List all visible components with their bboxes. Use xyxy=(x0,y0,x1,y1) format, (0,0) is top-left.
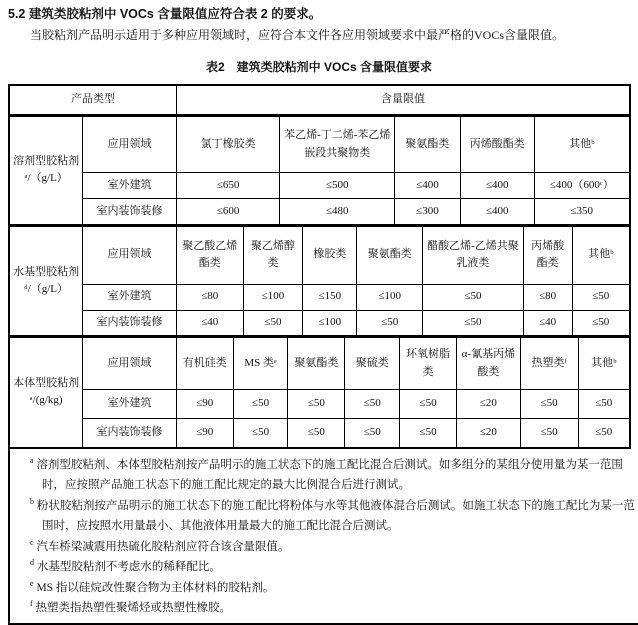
section-table xyxy=(8,226,631,338)
section-header-row xyxy=(9,338,630,390)
footnote: $^f$ 热塑类指热塑性聚烯烃或热塑性橡胶。 xyxy=(30,599,232,614)
value-cell: ≤480 xyxy=(280,199,395,225)
value-cell: ≤100 xyxy=(303,310,357,336)
column-header: 热塑类ᶠ xyxy=(520,338,578,390)
section-table xyxy=(8,116,631,226)
section-name-cell: 溶剂型胶粘剂ᵃ/（g/L） xyxy=(9,117,83,225)
value-cell: ≤50 xyxy=(572,284,630,310)
table-row xyxy=(9,310,630,336)
value-cell: ≤50 xyxy=(578,419,630,448)
footnote: $^a$ 溶剂型胶粘剂、本体型胶粘剂按产品明示的施工状态下的施工配比混合后测试。如多组分的某组分使用量为某一范围时，应按照产品施工状态下的施工配比规定的最大比例混合后进行测试。 xyxy=(30,455,623,491)
column-header: 聚乙烯醇类 xyxy=(243,226,303,284)
application-field-label: 应用领域 xyxy=(83,338,177,390)
column-header: 聚氨酯类 xyxy=(288,338,345,390)
footnote: $^e$ MS 指以硅烷改性聚合物为主体材料的胶粘剂。 xyxy=(30,578,275,594)
column-header: 苯乙烯-丁二烯-苯乙烯嵌段共聚物类 xyxy=(280,117,395,173)
footnote: $^d$ 水基型胶粘剂不考虑水的稀释配比。 xyxy=(30,558,221,573)
value-cell: ≤50 xyxy=(233,390,288,419)
row-label: 室内装饰装修 xyxy=(83,310,177,336)
value-cell: ≤400（600ᶜ） xyxy=(534,173,630,199)
column-header: 醋酸乙烯-乙烯共聚乳液类 xyxy=(423,226,524,284)
value-cell: ≤50 xyxy=(288,419,345,448)
value-cell: ≤50 xyxy=(400,419,457,448)
footnote: $^b$ 粉状胶粘剂按产品明示的施工状态下的施工配比将粉体与水等其他液体混合后测试。如施工状态下的施工配比为某一范围时，应按照水用量最小、其他液体用量最大的施工配比混合后测试。 xyxy=(30,496,635,532)
table-row xyxy=(9,419,630,448)
table-title: 表2 建筑类胶粘剂中 VOCs 含量限值要求 xyxy=(205,60,433,74)
value-cell: ≤20 xyxy=(456,390,520,419)
column-header: 丙烯酸酯类 xyxy=(460,117,534,173)
column-header: 环氧树脂类 xyxy=(400,338,457,390)
section-name-cell: 本体型胶粘剂ᵃ/(g/kg) xyxy=(9,338,83,448)
column-header: MS 类ᵉ xyxy=(233,338,288,390)
value-cell: ≤350 xyxy=(534,199,630,225)
table-row xyxy=(9,173,630,199)
value-cell: ≤300 xyxy=(395,199,461,225)
value-cell: ≤400 xyxy=(395,173,461,199)
column-header: 聚硫类 xyxy=(345,338,400,390)
table-row xyxy=(9,284,630,310)
table-sections xyxy=(8,116,631,449)
value-cell: ≤50 xyxy=(400,390,457,419)
value-cell: ≤100 xyxy=(243,284,303,310)
value-cell: ≤50 xyxy=(423,284,524,310)
footnote: $^c$ 汽车桥梁减震用热硫化胶粘剂应符合该含量限值。 xyxy=(30,537,290,553)
column-header: α-氰基丙烯酸类 xyxy=(456,338,520,390)
column-header: 有机硅类 xyxy=(176,338,233,390)
value-cell: ≤40 xyxy=(176,310,243,336)
clause-heading: 5.2 建筑类胶粘剂中 VOCs 含量限值应符合表 2 的要求。 xyxy=(8,7,322,21)
section-header-row xyxy=(9,117,630,173)
value-cell: ≤50 xyxy=(572,310,630,336)
column-header: 聚氨酯类 xyxy=(357,226,423,284)
value-cell: ≤50 xyxy=(288,390,345,419)
value-cell: ≤50 xyxy=(357,310,423,336)
column-header: 聚乙酸乙烯酯类 xyxy=(176,226,243,284)
column-header: 其他ᵇ xyxy=(534,117,630,173)
value-cell: ≤100 xyxy=(357,284,423,310)
section-header-row xyxy=(9,226,630,284)
footnote-marker: c xyxy=(30,537,34,547)
footnote-marker: d xyxy=(30,558,34,568)
column-header: 其他ᵇ xyxy=(572,226,630,284)
voc-limits-table xyxy=(8,84,635,625)
value-cell: ≤600 xyxy=(176,199,280,225)
value-cell: ≤150 xyxy=(303,284,357,310)
row-label: 室外建筑 xyxy=(83,390,177,419)
value-cell: ≤50 xyxy=(520,419,578,448)
value-cell: ≤50 xyxy=(423,310,524,336)
value-cell: ≤40 xyxy=(523,310,572,336)
footnote-marker: f xyxy=(30,599,33,609)
application-field-label: 应用领域 xyxy=(83,117,177,173)
column-header: 橡胶类 xyxy=(303,226,357,284)
footnote-marker: e xyxy=(30,578,34,588)
row-label: 室内装饰装修 xyxy=(83,419,177,448)
row-label: 室外建筑 xyxy=(83,284,177,310)
value-cell: ≤80 xyxy=(523,284,572,310)
value-cell: ≤50 xyxy=(233,419,288,448)
value-cell: ≤650 xyxy=(176,173,280,199)
column-header: 氯丁橡胶类 xyxy=(176,117,280,173)
value-cell: ≤50 xyxy=(578,390,630,419)
column-header: 聚氨酯类 xyxy=(395,117,461,173)
value-cell: ≤20 xyxy=(456,419,520,448)
value-cell: ≤80 xyxy=(176,284,243,310)
table-row xyxy=(9,199,630,225)
footnote-marker: b xyxy=(30,496,34,506)
footnote-marker: a xyxy=(30,455,34,465)
table-header-row xyxy=(8,84,631,116)
value-cell: ≤400 xyxy=(460,199,534,225)
footnotes xyxy=(8,449,638,625)
section-table xyxy=(8,337,631,449)
application-field-label: 应用领域 xyxy=(83,226,177,284)
value-cell: ≤50 xyxy=(345,390,400,419)
product-type-header: 产品类型 xyxy=(9,85,176,115)
column-header: 其他ᵇ xyxy=(578,338,630,390)
table-row xyxy=(9,390,630,419)
value-cell: ≤50 xyxy=(520,390,578,419)
value-cell: ≤400 xyxy=(460,173,534,199)
section-name-cell: 水基型胶粘剂ᵈ/（g/L） xyxy=(9,226,83,336)
value-cell: ≤90 xyxy=(176,390,233,419)
row-label: 室外建筑 xyxy=(83,173,177,199)
content-limit-header: 含量限值 xyxy=(176,85,630,115)
row-label: 室内装饰装修 xyxy=(83,199,177,225)
value-cell: ≤500 xyxy=(280,173,395,199)
value-cell: ≤50 xyxy=(243,310,303,336)
column-header: 丙烯酸酯类 xyxy=(523,226,572,284)
value-cell: ≤90 xyxy=(176,419,233,448)
paragraph: 当胶粘剂产品明示适用于多种应用领域时，应符合本文件各应用领域要求中最严格的VOCs含量限值。 xyxy=(30,28,565,42)
value-cell: ≤50 xyxy=(345,419,400,448)
